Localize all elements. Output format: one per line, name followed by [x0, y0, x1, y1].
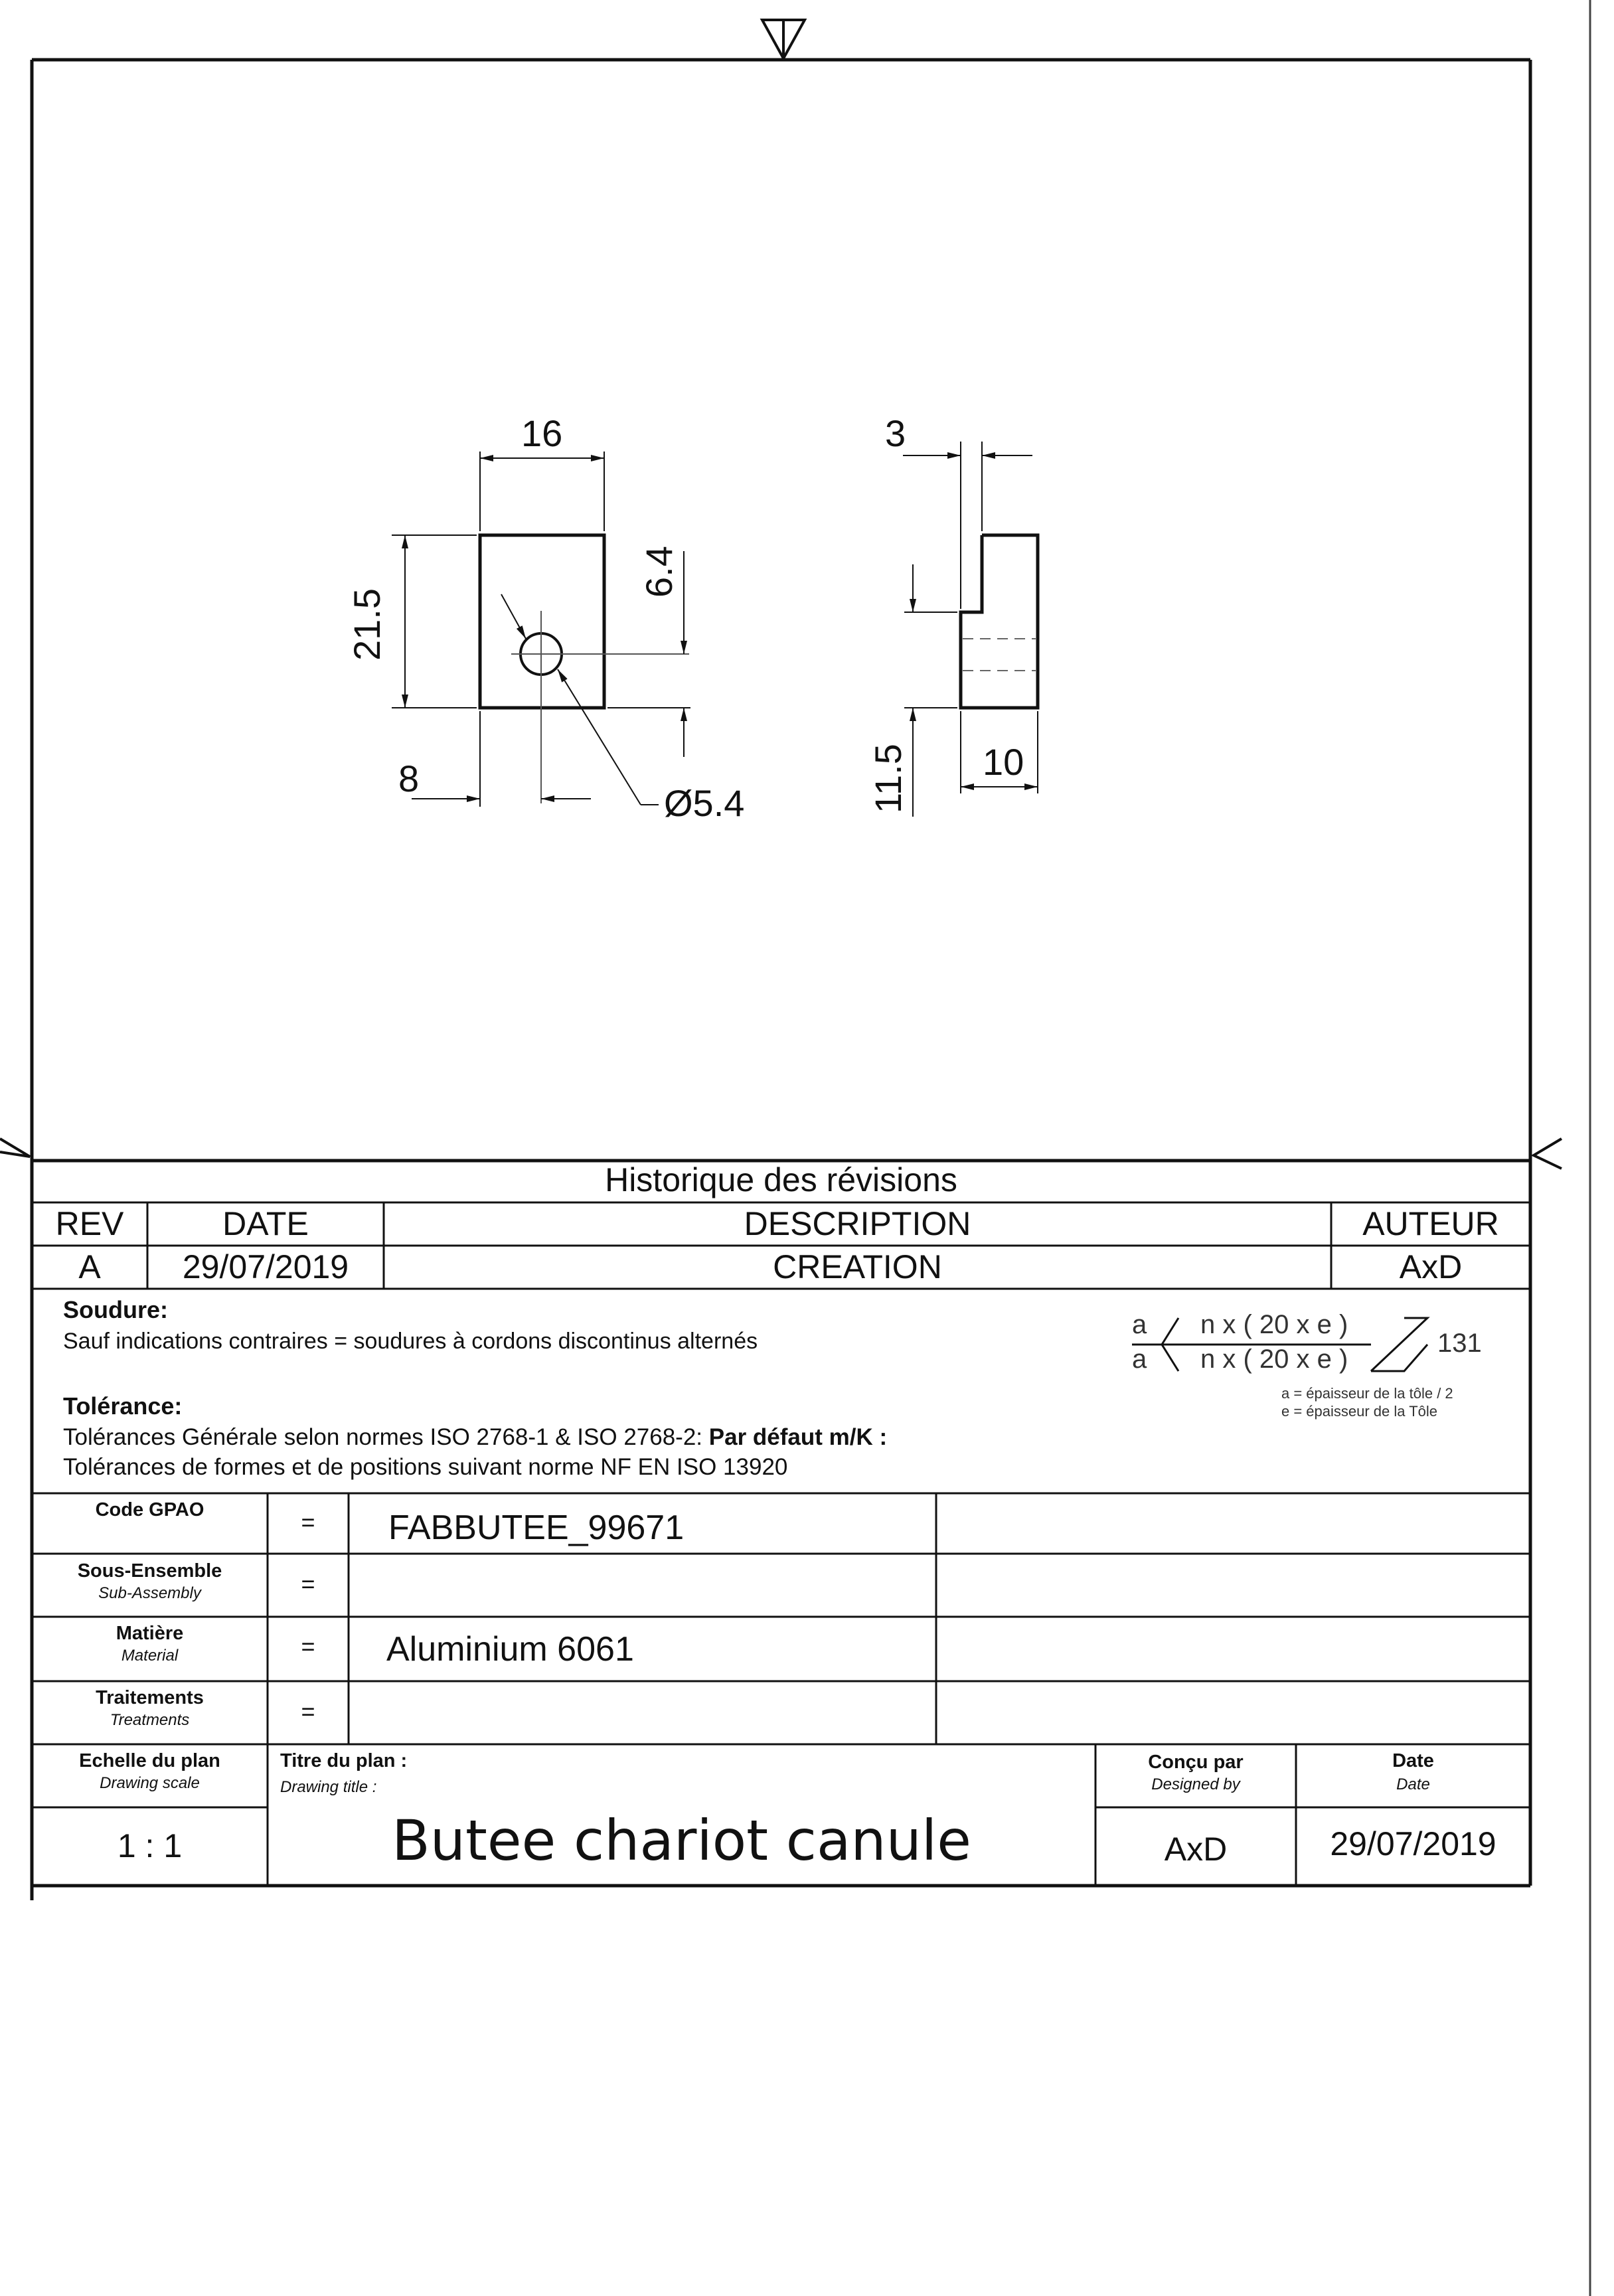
- code-gpao-value: FABBUTEE_99671: [388, 1509, 685, 1547]
- tolerance-title: Tolérance:: [63, 1392, 183, 1420]
- weld-legend-a: a = épaisseur de la tôle / 2: [1281, 1385, 1453, 1402]
- dim-side-step: 3: [885, 412, 906, 454]
- designer-sublabel: Designed by: [1151, 1775, 1240, 1793]
- front-view: [392, 451, 690, 807]
- dim-front-height: 21.5: [346, 588, 388, 661]
- dim-side-width: 10: [983, 741, 1024, 783]
- side-view-outline: [961, 535, 1038, 708]
- dim-hole-height: 6.4: [638, 546, 680, 598]
- material-label: Matière: [116, 1623, 184, 1644]
- tolerance-default: Par défaut m/K :: [708, 1424, 888, 1450]
- scale-sublabel: Drawing scale: [100, 1774, 200, 1792]
- rev-row-date: 29/07/2019: [182, 1248, 349, 1285]
- dim-side-lower-height: 11.5: [867, 744, 909, 813]
- weld-a-bottom: a: [1132, 1345, 1147, 1374]
- treatments-label: Traitements: [96, 1687, 204, 1708]
- dim-hole-diameter: Ø5.4: [664, 782, 745, 824]
- revisions-title: Historique des révisions: [605, 1161, 957, 1198]
- rev-header-rev: REV: [55, 1205, 124, 1242]
- rev-header-author: AUTEUR: [1362, 1205, 1499, 1242]
- tolerance-line1-text: Tolérances Générale selon normes ISO 2768-1 & ISO 2768-2:: [63, 1424, 709, 1450]
- welding-title: Soudure:: [63, 1296, 168, 1323]
- tolerance-line2: Tolérances de formes et de positions suivant norme NF EN ISO 13920: [63, 1454, 788, 1480]
- material-value: Aluminium 6061: [386, 1630, 634, 1669]
- title-sublabel: Drawing title :: [280, 1778, 377, 1796]
- date-sublabel: Date: [1396, 1775, 1430, 1793]
- weld-top-spec: n x ( 20 x e ): [1200, 1310, 1348, 1339]
- weld-a-top: a: [1132, 1310, 1147, 1339]
- date-label: Date: [1392, 1750, 1434, 1771]
- front-view-outline: [480, 535, 604, 708]
- material-sublabel: Material: [121, 1647, 179, 1665]
- rev-header-description: DESCRIPTION: [744, 1205, 971, 1242]
- rev-row-rev: A: [78, 1248, 101, 1285]
- tolerance-line1: [63, 1426, 887, 1449]
- rev-row-author: AxD: [1399, 1248, 1463, 1285]
- designer-label: Conçu par: [1148, 1752, 1244, 1773]
- material-eq: =: [301, 1633, 315, 1660]
- dim-front-width: 16: [521, 412, 563, 454]
- dim-hole-x: 8: [398, 758, 420, 799]
- weld-bottom-spec: n x ( 20 x e ): [1200, 1345, 1348, 1374]
- code-gpao-label: Code GPAO: [95, 1499, 204, 1520]
- date-value: 29/07/2019: [1330, 1825, 1496, 1862]
- scale-label: Echelle du plan: [79, 1750, 220, 1771]
- weld-legend-e: e = épaisseur de la Tôle: [1281, 1403, 1438, 1420]
- rev-header-date: DATE: [222, 1205, 309, 1242]
- scale-value: 1 : 1: [117, 1827, 183, 1864]
- sub-assembly-sublabel: Sub-Assembly: [98, 1584, 201, 1602]
- weld-process: 131: [1437, 1329, 1482, 1358]
- sheet-frame: [32, 0, 1590, 2296]
- code-gpao-eq: =: [301, 1509, 315, 1536]
- treatments-sublabel: Treatments: [110, 1711, 190, 1729]
- treatments-eq: =: [301, 1698, 315, 1725]
- designer-value: AxD: [1164, 1831, 1228, 1868]
- title-label: Titre du plan :: [280, 1750, 408, 1771]
- welding-text: Sauf indications contraires = soudures à cordons discontinus alternés: [63, 1329, 758, 1354]
- drawing-title: Butee chariot canule: [392, 1808, 971, 1873]
- sub-assembly-label: Sous-Ensemble: [77, 1560, 222, 1582]
- sub-assembly-eq: =: [301, 1570, 315, 1598]
- rev-row-description: CREATION: [773, 1248, 942, 1285]
- centering-marks: [0, 20, 1562, 1169]
